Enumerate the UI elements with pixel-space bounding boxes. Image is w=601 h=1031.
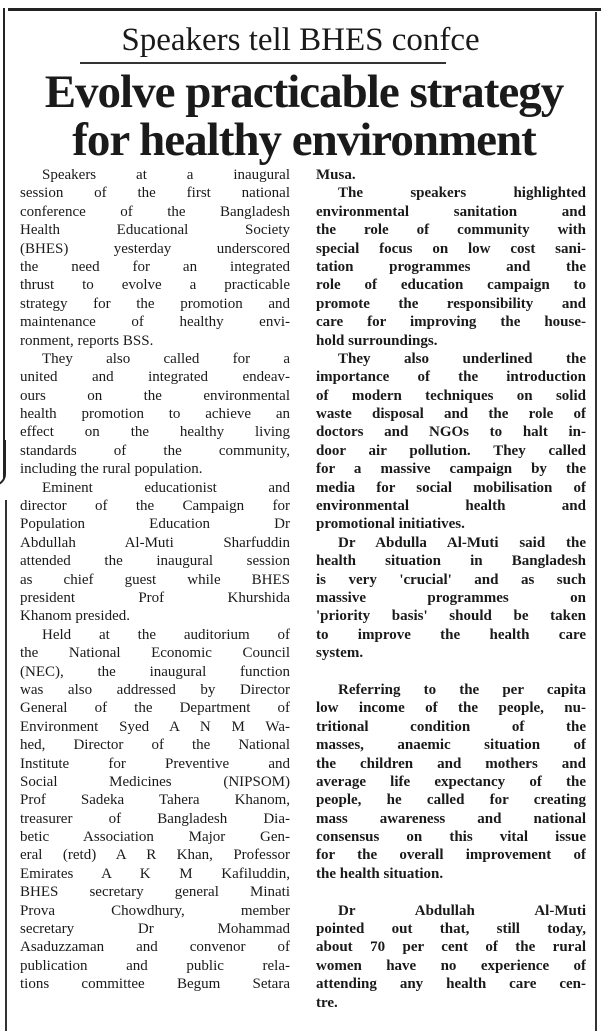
- text-line: Emirates A K M Kafiluddin,: [20, 865, 290, 882]
- text-line: for the overall improvement of: [316, 847, 586, 864]
- text-line: united and integrated endeav-: [20, 369, 290, 386]
- text-line: hed, Director of the National: [20, 737, 290, 754]
- text-line: for a massive campaign by the: [316, 461, 586, 478]
- text-line: Eminent educationist and: [42, 479, 290, 496]
- text-line: Prova Chowdhury, member: [20, 902, 290, 919]
- text-line: the role of community with: [316, 222, 586, 239]
- text-line: betic Association Major Gen-: [20, 829, 290, 846]
- text-line: including the rural population.: [20, 461, 203, 478]
- headline-line-2: for healthy environment: [72, 114, 536, 166]
- main-headline: [14, 68, 594, 164]
- left-border-lower: [5, 500, 7, 1031]
- text-line: the National Economic Council: [20, 645, 290, 662]
- text-line: Khanom presided.: [20, 608, 130, 625]
- text-line: tation programmes and the: [316, 258, 586, 275]
- text-line: is very 'crucial' and as such: [316, 571, 586, 588]
- text-line: publication and public rela-: [20, 957, 290, 974]
- text-line: They also underlined the: [338, 350, 586, 367]
- text-line: Referring to the per capita: [338, 681, 586, 698]
- text-line: Speakers at a inaugural: [42, 167, 290, 183]
- article-column-right: [316, 166, 586, 1012]
- text-line: about 70 per cent of the rural: [316, 939, 586, 956]
- text-line: average life expectancy of the: [316, 773, 586, 790]
- text-line: promotional initiatives.: [316, 516, 465, 533]
- left-border-curve: [0, 440, 6, 486]
- text-line: attended the inaugural session: [20, 553, 290, 570]
- text-line: Environment Syed A N M Wa-: [20, 718, 290, 735]
- text-line: treasurer of Bangladesh Dia-: [20, 810, 290, 827]
- text-line: Dr Abdullah Al-Muti: [338, 902, 586, 919]
- text-line: Prof Sadeka Tahera Khanom,: [20, 792, 290, 809]
- text-line: environmental health and: [316, 498, 586, 515]
- text-line: attending any health care cen-: [316, 976, 586, 993]
- article-column-left: [20, 166, 290, 994]
- text-line: (NEC), the inaugural function: [20, 663, 290, 680]
- text-line: 'priority basis' should be taken: [316, 608, 586, 625]
- text-line: standards of the community,: [20, 442, 290, 459]
- top-rule: [8, 8, 601, 11]
- text-line: doctors and NGOs to halt in-: [316, 424, 586, 441]
- text-line: Social Medicines (NIPSOM): [20, 773, 290, 790]
- text-line: system.: [316, 645, 364, 662]
- text-line: pointed out that, still today,: [316, 921, 586, 938]
- text-line: ronment, reports BSS.: [20, 332, 154, 349]
- text-line: promote the responsibility and: [316, 295, 586, 312]
- text-line: BHES secretary general Minati: [20, 884, 290, 901]
- text-line: role of education campaign to: [316, 277, 586, 294]
- text-line: ours on the environmental: [20, 387, 290, 404]
- text-line: importance of the introduction: [316, 369, 586, 386]
- text-line: media for social mobilisation of: [316, 479, 586, 496]
- text-line: [316, 883, 586, 901]
- text-line: mass awareness and national: [316, 810, 586, 827]
- text-line: waste disposal and the role of: [316, 406, 586, 423]
- text-line: Abdullah Al-Muti Sharfuddin: [20, 534, 290, 551]
- text-line: environmental sanitation and: [316, 203, 586, 220]
- text-line: The speakers highlighted: [338, 185, 586, 202]
- text-line: tritional condition of the: [316, 718, 586, 735]
- text-line: Musa.: [316, 167, 356, 183]
- text-line: health promotion to achieve an: [20, 406, 290, 423]
- text-line: women have no experience of: [316, 957, 586, 974]
- text-line: secretary Dr Mohammad: [20, 921, 290, 938]
- text-line: of modern techniques on solid: [316, 387, 586, 404]
- text-line: was also addressed by Director: [20, 681, 290, 698]
- text-line: Asaduzzaman and convenor of: [20, 939, 290, 956]
- text-line: people, he called for creating: [316, 792, 586, 809]
- right-border: [595, 12, 597, 1031]
- text-line: care for improving the house-: [316, 314, 586, 331]
- text-line: thrust to evolve a practicable: [20, 277, 290, 294]
- text-line: Dr Abdulla Al-Muti said the: [338, 534, 586, 551]
- text-line: maintenance of healthy envi-: [20, 314, 290, 331]
- text-line: low income of the people, nu-: [316, 700, 586, 717]
- text-line: massive programmes on: [316, 589, 586, 606]
- left-border: [3, 8, 5, 478]
- text-line: tions committee Begum Setara: [20, 976, 290, 993]
- text-line: effect on the healthy living: [20, 424, 290, 441]
- text-line: director of the Campaign for: [20, 498, 290, 515]
- text-line: eral (retd) A R Khan, Professor: [20, 847, 290, 864]
- kicker-underline: [80, 62, 446, 64]
- text-line: General of the Department of: [20, 700, 290, 717]
- text-line: consensus on this vital issue: [316, 829, 586, 846]
- text-line: health situation in Bangladesh: [316, 553, 586, 570]
- text-line: president Prof Khurshida: [20, 589, 290, 606]
- text-line: [316, 663, 586, 681]
- text-line: Population Education Dr: [20, 516, 290, 533]
- text-line: the children and mothers and: [316, 755, 586, 772]
- text-line: masses, anaemic situation of: [316, 737, 586, 754]
- text-line: Held at the auditorium of: [42, 626, 290, 643]
- text-line: strategy for the promotion and: [20, 295, 290, 312]
- text-line: as chief guest while BHES: [20, 571, 290, 588]
- text-line: session of the first national: [20, 185, 290, 202]
- text-line: Institute for Preventive and: [20, 755, 290, 772]
- text-line: the need for an integrated: [20, 258, 290, 275]
- headline-line-1: Evolve practicable strategy: [44, 66, 564, 118]
- text-line: Health Educational Society: [20, 222, 290, 239]
- text-line: the health situation.: [316, 865, 444, 882]
- text-line: They also called for a: [42, 350, 290, 367]
- text-line: tre.: [316, 994, 338, 1011]
- text-line: special focus on low cost sani-: [316, 240, 586, 257]
- text-line: door air pollution. They called: [316, 442, 586, 459]
- text-line: conference of the Bangladesh: [20, 203, 290, 220]
- text-line: (BHES) yesterday underscored: [20, 240, 290, 257]
- kicker-headline: Speakers tell BHES confce: [121, 22, 480, 58]
- text-line: to improve the health care: [316, 626, 586, 643]
- text-line: hold surroundings.: [316, 332, 438, 349]
